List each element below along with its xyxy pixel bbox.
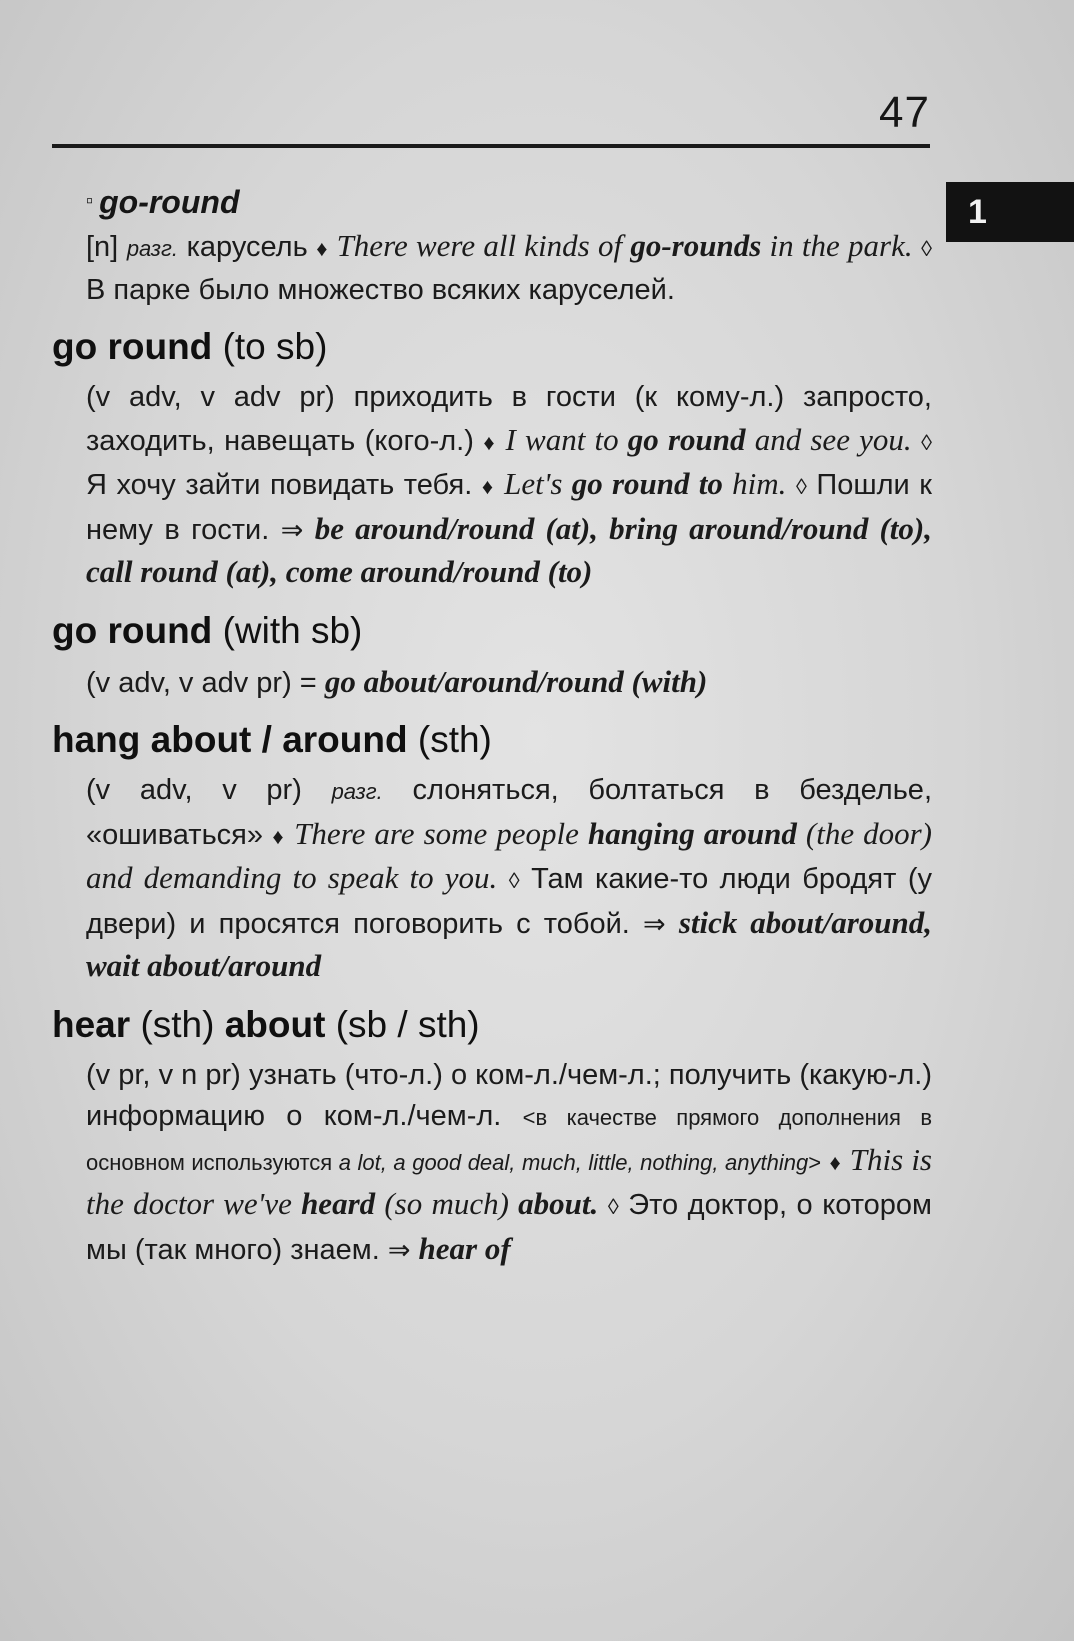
entries xyxy=(52,170,932,1271)
example: Let's go round to him. xyxy=(504,466,787,501)
example: There are some people hanging around (the door) and demanding to speak to you. xyxy=(86,815,932,895)
cross-reference: be around/round (at), bring around/round (to), call round (at), come around/round (to) xyxy=(86,510,932,589)
chapter-tab: 1 xyxy=(946,182,1074,242)
example: This is the doctor we've heard (so much) about. xyxy=(86,1141,932,1221)
headword-text: hear xyxy=(52,1003,131,1045)
translation-mark-icon: ◊ xyxy=(607,1194,619,1219)
translation: карусель xyxy=(186,231,308,263)
example-bullet-icon: ♦ xyxy=(272,823,285,849)
headword-text: go-round xyxy=(99,184,240,220)
usage-label: разг. xyxy=(126,236,178,261)
entry-body xyxy=(86,770,932,989)
translation-mark-icon: ◊ xyxy=(508,868,520,893)
grammar-label: (v adv, v adv pr) = xyxy=(86,666,317,699)
entry-body xyxy=(86,225,932,311)
subentry-marker-icon: ▫ xyxy=(86,190,94,212)
example-bullet-icon: ♦ xyxy=(481,474,495,499)
headword-text: hang about / around xyxy=(52,719,408,760)
see-also-arrow-icon: ⇒ xyxy=(280,514,304,545)
example-translation: Это доктор, о котором мы (так много) знаем. xyxy=(86,1189,932,1266)
see-also-arrow-icon: ⇒ xyxy=(387,1234,411,1265)
entry-headword xyxy=(52,716,932,764)
entry-body xyxy=(86,377,932,595)
see-also-arrow-icon: ⇒ xyxy=(643,908,666,939)
headword-argument: (sth) xyxy=(140,1003,215,1045)
headword-argument: (sth) xyxy=(417,719,492,760)
example-bullet-icon: ♦ xyxy=(829,1149,842,1175)
example-bullet-icon: ♦ xyxy=(316,236,328,261)
entry-body xyxy=(86,661,932,705)
headword-argument: (to sb) xyxy=(222,326,328,367)
translation-mark-icon: ◊ xyxy=(795,474,807,499)
headword-text: go round xyxy=(52,326,213,367)
translation-mark-icon: ◊ xyxy=(921,236,933,261)
entry-headword xyxy=(52,323,932,371)
entry-body xyxy=(86,1055,932,1272)
grammar-label: [n] xyxy=(86,231,119,263)
example-translation: Там какие-то люди бродят (у двери) и просятся поговорить с тобой. xyxy=(86,863,932,940)
example: There were all kinds of go-rounds in the park. xyxy=(336,228,913,263)
cross-reference: go about/around/round (with) xyxy=(324,663,708,699)
page-number: 47 xyxy=(879,88,930,137)
headword-text: go round xyxy=(52,609,213,651)
translation: слоняться, болтаться в безделье, «ошиваться» xyxy=(86,774,932,851)
headword-argument: (sb / sth) xyxy=(335,1003,480,1045)
grammar-label: (v adv, v adv pr) xyxy=(86,381,335,413)
entry-headword xyxy=(52,1001,932,1049)
example: I want to go round and see you. xyxy=(505,421,912,457)
entry-headword xyxy=(52,607,932,655)
cross-reference: stick about/around, wait about/around xyxy=(86,904,933,983)
example-translation: Пошли к нему в гости. xyxy=(86,469,932,546)
grammar-label: (v adv, v pr) xyxy=(86,774,302,806)
headword-text: about xyxy=(224,1003,326,1045)
grammar-label: (v pr, v n pr) xyxy=(86,1058,241,1091)
translation: узнать (что-л.) о ком-л./чем-л.; получить (какую-л.) информацию о ком-л./чем-л. xyxy=(86,1058,932,1132)
usage-note: <в качестве прямого дополнения в основном используются a lot, a good deal, much, little, nothing, anything> xyxy=(86,1105,933,1175)
example-bullet-icon: ♦ xyxy=(483,429,497,455)
example-translation: Я хочу зайти повидать тебя. xyxy=(86,469,473,501)
translation-mark-icon: ◊ xyxy=(921,429,932,455)
entry-headword xyxy=(86,180,932,223)
translation: приходить в гости (к кому-л.) запросто, заходить, навещать (кого-л.) xyxy=(86,381,932,457)
usage-label: разг. xyxy=(331,779,383,804)
header-rule xyxy=(52,144,930,148)
example-translation: В парке было множество всяких каруселей. xyxy=(86,273,675,306)
cross-reference: hear of xyxy=(418,1230,511,1266)
headword-argument: (with sb) xyxy=(222,609,363,651)
